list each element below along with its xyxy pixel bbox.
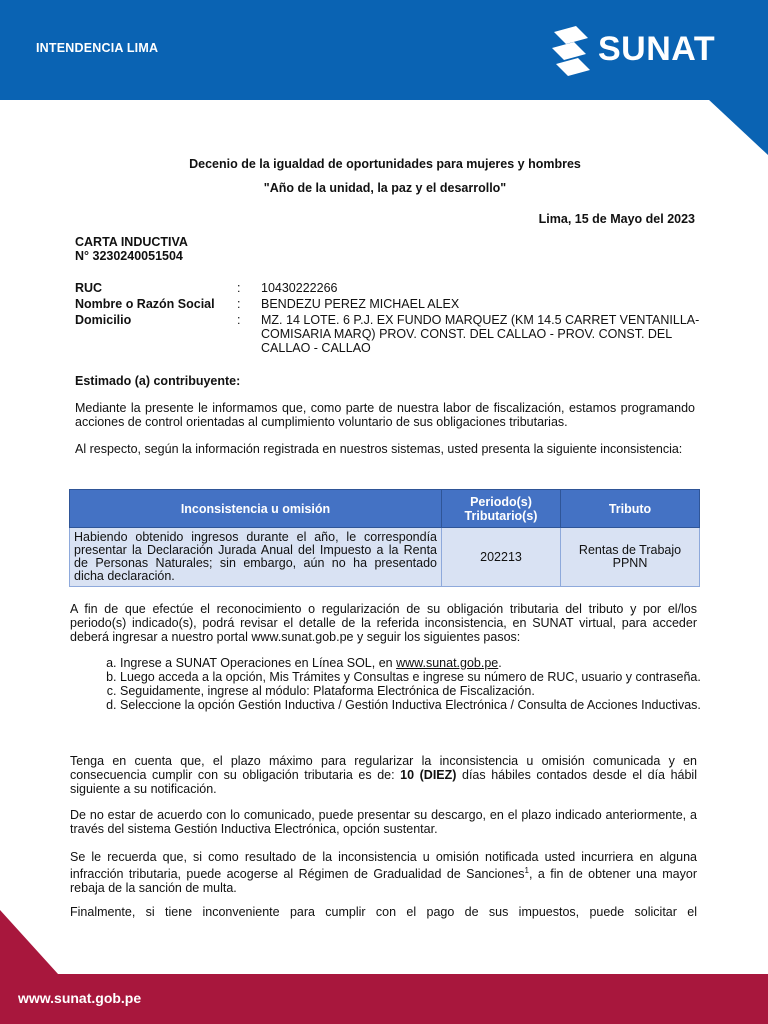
sunat-link[interactable]: www.sunat.gob.pe [396, 656, 499, 670]
inconsistency-table [69, 489, 700, 587]
footnote-marker: 1 [524, 866, 529, 875]
gradualidad-text: Se le recuerda que, si como resultado de la inconsistencia u omisión notificada usted incurriera en alguna infracción tributaria, puede acogerse al Régimen de Gradualidad de Sanciones [70, 850, 697, 882]
field-name [75, 297, 701, 311]
deadline-text-end: días hábiles contados desde el día hábil siguiente a su notificación. [70, 768, 697, 796]
table-row [70, 528, 700, 587]
salutation: Estimado (a) contribuyente: [75, 374, 241, 388]
paragraph-inconsistency-intro: Al respecto, según la información registrada en nuestros sistemas, usted presenta la siguiente inconsistencia: [75, 442, 683, 456]
field-value: BENDEZU PEREZ MICHAEL ALEX [261, 297, 460, 311]
table-cell: Rentas de Trabajo PPNN [561, 528, 700, 587]
list-item: d. Seleccione la opción Gestión Inductiva / Gestión Inductiva Electrónica / Consulta de Acciones Inductivas. [120, 698, 712, 712]
step-a-suffix: . [498, 656, 502, 670]
letter-type: CARTA INDUCTIVA [75, 235, 188, 249]
field-ruc [75, 281, 701, 295]
field-label: Nombre o Razón Social [75, 297, 215, 311]
table-header: Inconsistencia u omisión [70, 490, 442, 528]
table-cell: Habiendo obtenido ingresos durante el año, le correspondía presentar la Declaración Jurada Anual del Impuesto a la Renta de Personas Naturales; sin embargo, aún no ha presentado dicha declaración. [70, 528, 442, 587]
place-date: Lima, 15 de Mayo del 2023 [538, 212, 695, 226]
footer-url[interactable]: www.sunat.gob.pe [18, 990, 142, 1006]
field-colon: : [237, 297, 241, 311]
sunat-logo-text: SUNAT [598, 30, 716, 68]
table-header: Tributo [561, 490, 700, 528]
paragraph-gradualidad [70, 850, 697, 895]
sunat-logo-icon [548, 24, 594, 76]
field-colon: : [237, 313, 241, 327]
step-a-text: Ingrese a SUNAT Operaciones en Línea SOL, en [120, 656, 397, 670]
field-address [75, 313, 701, 355]
field-label: Domicilio [75, 313, 132, 327]
paragraph-deadline [70, 754, 697, 796]
list-item: c. Seguidamente, ingrese al módulo: Plataforma Electrónica de Fiscalización. [120, 684, 712, 698]
deadline-text: Tenga en cuenta que, el plazo máximo para regularizar la inconsistencia u omisión comunicada y en consecuencia cumplir con su obligación tributaria es de: [70, 754, 697, 782]
table-header: Periodo(s) Tributario(s) [442, 490, 561, 528]
field-value: 10430222266 [261, 281, 338, 295]
steps-list [105, 656, 712, 712]
footer-corner-shape [0, 910, 60, 980]
sunat-logo [548, 24, 738, 76]
paragraph-final: Finalmente, si tiene inconveniente para cumplir con el pago de sus impuestos, puede solicitar el [70, 905, 697, 919]
paragraph-steps-intro: A fin de que efectúe el reconocimiento o regularización de su obligación tributaria del tributo y por el/los periodo(s) indicado(s), podrá revisar el detalle de la referida inconsistencia, en SUNAT virtual, para acceder deberá ingresar a nuestro portal www.sunat.gob.pe y seguir los siguientes pasos: [70, 602, 697, 644]
paragraph-disagreement: De no estar de acuerdo con lo comunicado, puede presentar su descargo, en el plazo indicado anteriormente, a través del sistema Gestión Inductiva Electrónica, opción sustentar. [70, 808, 697, 836]
decade-title: Decenio de la igualdad de oportunidades para mujeres y hombres [189, 157, 581, 171]
deadline-days: 10 (DIEZ) [400, 768, 457, 782]
list-item: b. Luego acceda a la opción, Mis Trámites y Consultas e ingrese su número de RUC, usuario y contraseña. [120, 670, 712, 684]
letter-number: N° 3230240051504 [75, 249, 183, 263]
field-value: MZ. 14 LOTE. 6 P.J. EX FUNDO MARQUEZ (KM 14.5 CARRET VENTANILLA-COMISARIA MARQ) PROV. CONST. DEL CALLAO - PROV. CONST. DEL CALLAO - CALLAO [261, 313, 700, 355]
table-header-row [70, 490, 700, 528]
field-colon: : [237, 281, 241, 295]
field-label: RUC [75, 281, 103, 295]
year-motto: "Año de la unidad, la paz y el desarrollo" [263, 181, 507, 195]
list-item [120, 656, 712, 670]
gradualidad-text-end: , a fin de obtener una mayor rebaja de la sanción de multa. [70, 867, 697, 896]
table-cell: 202213 [442, 528, 561, 587]
intendencia-label: INTENDENCIA LIMA [36, 41, 159, 55]
paragraph-intro: Mediante la presente le informamos que, como parte de nuestra labor de fiscalización, estamos programando acciones de control orientadas al cumplimiento voluntario de sus obligaciones tributarias. [75, 401, 695, 429]
